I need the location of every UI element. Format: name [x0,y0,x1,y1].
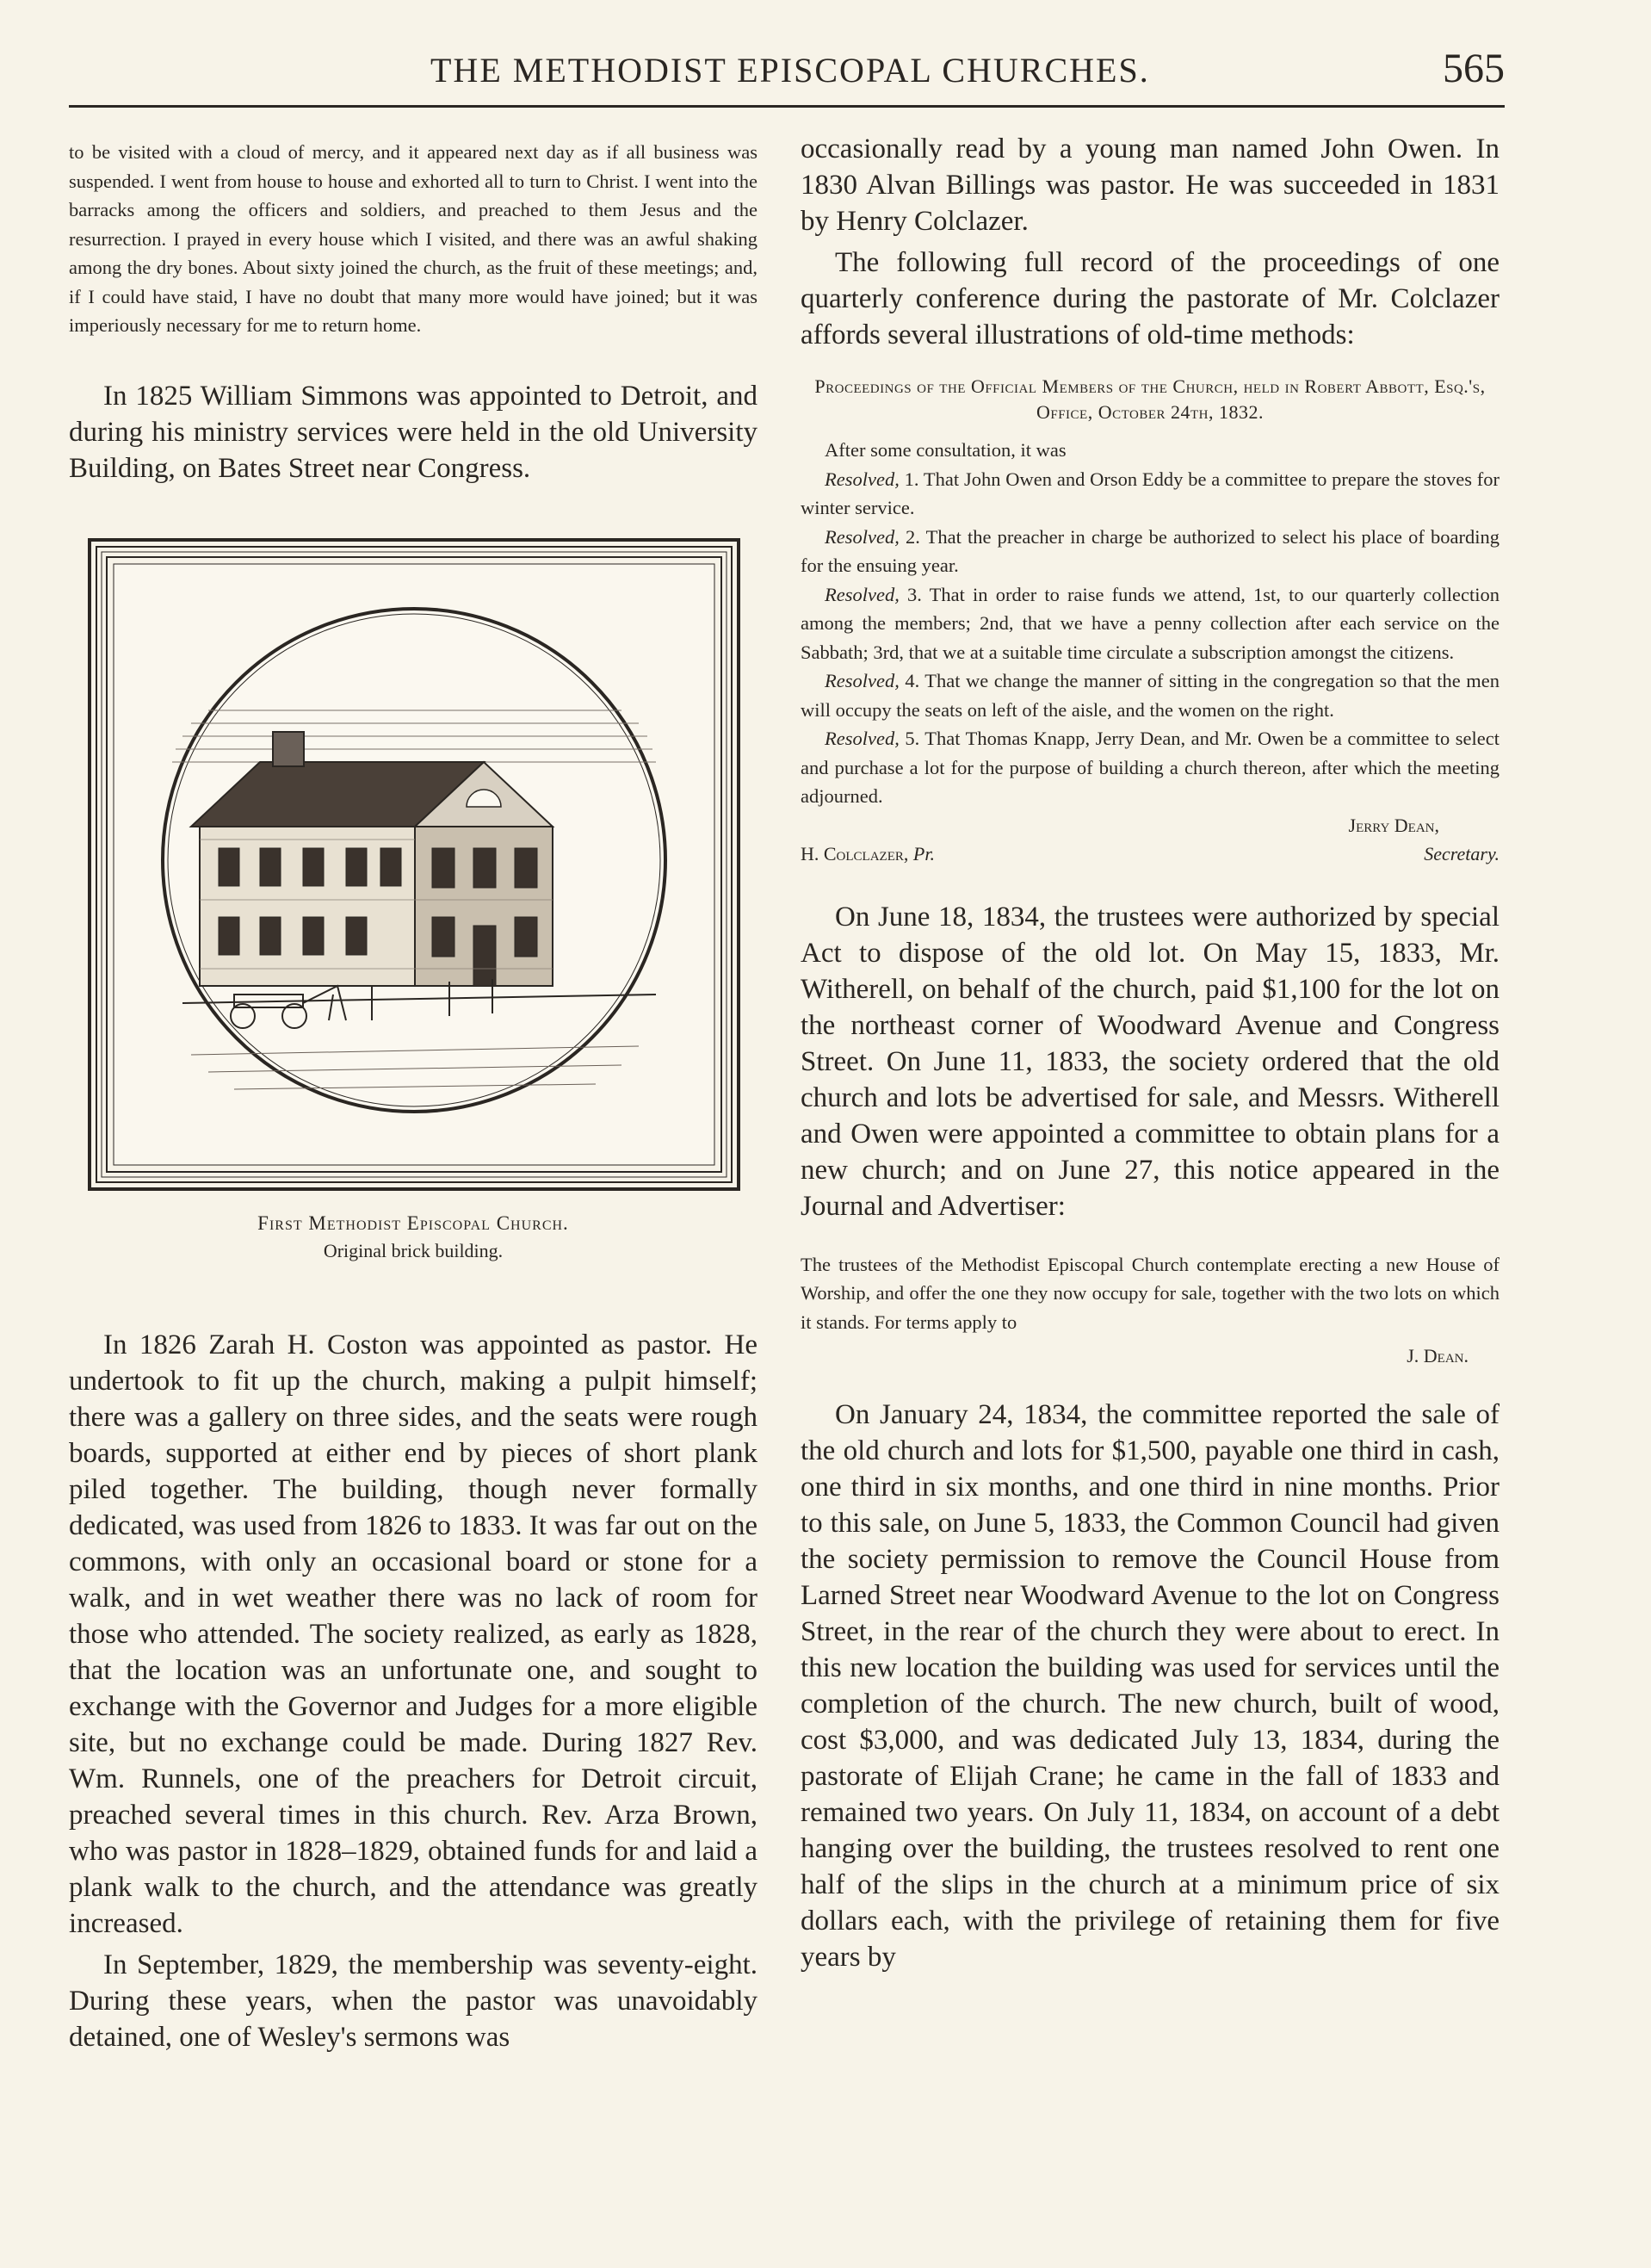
signature-row [801,840,1500,868]
newspaper-notice: The trustees of the Methodist Episcopal Church contemplate erecting a new House of Worship, and offer the one they now occupy for sale, together with the two lots on which it stands. For terms apply to [801,1253,1500,1333]
resolution [801,465,1500,523]
president-title: Pr. [912,842,935,864]
resolution [801,580,1500,667]
resolution-text: 4. That we change the manner of sitting in the congregation so that the men will occupy the seats on left of the aisle, and the women on the right. [801,670,1500,721]
president-name: H. Colclazer, [801,842,909,864]
page-number: 565 [1443,46,1505,91]
resolved-label: Resolved, [825,728,900,749]
running-head: THE METHODIST EPISCOPAL CHURCHES. [430,51,1150,90]
resolution-text: 5. That Thomas Knapp, Jerry Dean, and Mr. Owen be a committee to select and purchase a lot for the purpose of building a church thereon, after which the meeting adjourned. [801,728,1500,807]
resolution-text: 1. That John Owen and Orson Eddy be a committee to prepare the stoves for winter service. [801,468,1500,518]
quoted-passage: to be visited with a cloud of mercy, and it appeared next day as if all business was suspended. I went from house to house and exhorted all to turn to Christ. I went into the barracks among the officers and soldiers, and preached to them Jesus and the resurrection. I prayed in every house which I visited, and there was an awful shaking among the dry bones. About sixty joined the church, as the fruit of these meetings; and, if I could have staid, I have no doubt that many more would have joined; but it was imperiously necessary for me to return home. [69,141,757,336]
resolution [801,523,1500,580]
resolved-label: Resolved, [825,670,900,691]
resolution [801,724,1500,811]
paragraph: In 1825 William Simmons was appointed to Detroit, and during his ministry services were held in the old University Building, on Bates Street near Congress. [69,380,757,484]
record-intro: After some consultation, it was [825,439,1067,461]
secretary-name: Jerry Dean, [1348,814,1439,836]
left-column [69,138,757,2055]
secretary-title: Secretary. [1424,842,1500,864]
page-header [69,45,1505,105]
paragraph: In 1826 Zarah H. Coston was appointed as pastor. He undertook to fit up the church, making a pulpit himself; there was a gallery on three sides, and the seats were rough boards, supported at either end by pieces of short plank piled together. The building, though never formally dedicated, was used from 1826 to 1833. It was far out on the commons, with only an occasional board or stone for a walk, and in wet weather there was no lack of room for those who attended. The society realized, as early as 1828, that the location was an unfortunate one, and sought to exchange with the Governor and Judges for a more eligible site, but no exchange could be made. During 1827 Rev. Wm. Runnels, one of the preachers for Detroit circuit, preached several times in this church. Rev. Arza Brown, who was pastor in 1828–1829, obtained funds for and laid a plank walk to the church, and the attendance was greatly increased. [69,1329,757,1939]
resolved-label: Resolved, [825,583,900,605]
caption-subtitle: Original brick building. [323,1239,504,1261]
paragraph: On January 24, 1834, the committee reported the sale of the old church and lots for $1,500, payable one third in cash, one third in six months, and one third in nine months. Prior to this sale, on June 5, 1833, the Common Council had given the society permission to remove the Council House from Larned Street near Woodward Avenue to the lot on Congress Street, in the rear of the church they were about to erect. In this new location the building was used for services until the completion of the church. The new church, built of wood, cost $3,000, and was dedicated July 13, 1834, during the pastorate of Elijah Crane; he came in the fall of 1833 and remained two years. On July 11, 1834, on account of a debt hanging over the building, the trustees resolved to rent one half of the slips in the church at a minimum price of six dollars each, with the privilege of retaining them for five years by [801,1399,1500,1973]
figure-caption [69,1210,757,1265]
church-engraving-svg [88,538,740,1191]
paragraph: occasionally read by a young man named John Owen. In 1830 Alvan Billings was pastor. He was succeeded in 1831 by Henry Colclazer. [801,133,1500,237]
resolved-label: Resolved, [825,468,900,490]
resolution-text: 2. That the preacher in charge be authorized to select his place of boarding for the ensuing year. [801,525,1500,576]
paragraph: In September, 1829, the membership was seventy-eight. During these years, when the pastor was unavoidably detained, one of Wesley's sermons was [69,1949,757,2053]
record-heading: Proceedings of the Official Members of the Church, held in Robert Abbott, Esq.'s, Office, October 24th, 1832. [814,375,1486,423]
church-engraving [88,538,740,1191]
resolved-label: Resolved, [825,525,900,548]
paragraph: The following full record of the proceedings of one quarterly conference during the pastorate of Mr. Colclazer affords several illustrations of old-time methods: [801,247,1500,350]
president-signature [801,840,935,868]
resolution [801,666,1500,724]
caption-title: First Methodist Episcopal Church. [257,1211,569,1234]
resolution-text: 3. That in order to raise funds we attend, 1st, to our quarterly collection among the members; 2nd, that we have a penny collection after each service on the Sabbath; 3rd, that we at a suitable time circulate a subscription amongst the citizens. [801,583,1500,663]
right-column [801,131,1500,1975]
paragraph: On June 18, 1834, the trustees were authorized by special Act to dispose of the old lot. On May 15, 1833, Mr. Witherell, on behalf of the church, paid $1,100 for the lot on the northeast corner of Woodward Avenue and Congress Street. On June 11, 1833, the society ordered that the old church and lots be advertised for sale, and Messrs. Witherell and Owen were appointed a committee to obtain plans for a new church; and on June 27, this notice appeared in the Journal and Advertiser: [801,901,1500,1222]
header-rule [69,105,1505,108]
notice-signature: J. Dean. [1407,1345,1469,1366]
